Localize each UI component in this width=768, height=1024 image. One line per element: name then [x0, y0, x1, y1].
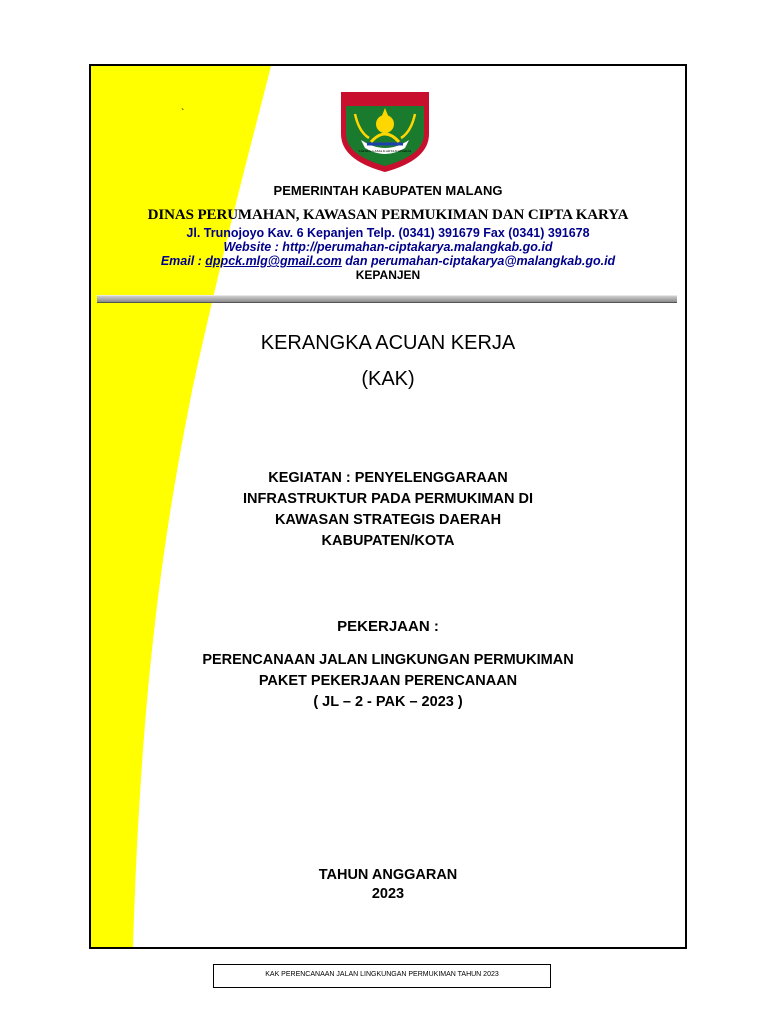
cover-page — [89, 64, 687, 949]
header-divider — [97, 295, 677, 303]
document-subtitle: (KAK) — [361, 368, 415, 390]
logo-banner-text: KABUPATEN MALANG — [349, 86, 421, 93]
work-line: PAKET PEKERJAAN PERENCANAAN — [258, 673, 518, 689]
email-secondary: dan perumahan-ciptakarya@malangkab.go.id — [341, 254, 616, 268]
work-block — [91, 650, 685, 713]
government-name: PEMERINTAH KABUPATEN MALANG — [273, 183, 503, 198]
fiscal-year-label: TAHUN ANGGARAN — [318, 867, 458, 883]
work-label: PEKERJAAN : — [337, 618, 439, 635]
activity-line: KEGIATAN : PENYELENGGARAAN — [268, 470, 508, 486]
page-footer: KAK PERENCANAAN JALAN LINGKUNGAN PERMUKIMAN TAHUN 2023 — [213, 964, 551, 988]
agency-website: Website : http://perumahan-ciptakarya.malangkab.go.id — [223, 240, 553, 254]
activity-block — [91, 468, 685, 552]
fiscal-year-block — [91, 866, 685, 904]
agency-email — [91, 254, 685, 268]
activity-line: KAWASAN STRATEGIS DAERAH — [274, 512, 502, 528]
kabupaten-malang-logo — [337, 84, 433, 174]
work-line: PERENCANAAN JALAN LINGKUNGAN PERMUKIMAN — [202, 652, 574, 668]
agency-town: KEPANJEN — [355, 268, 421, 282]
logo-motto-text: SATATA GAMA KARTA RAHARJA — [358, 149, 412, 153]
work-line: ( JL – 2 - PAK – 2023 ) — [313, 694, 463, 710]
document-title: KERANGKA ACUAN KERJA — [260, 332, 516, 354]
email-label: Email : — [160, 254, 206, 268]
email-primary-link[interactable]: dppck.mlg@gmail.com — [205, 254, 342, 268]
activity-line: KABUPATEN/KOTA — [321, 533, 455, 549]
activity-line: INFRASTRUKTUR PADA PERMUKIMAN DI — [243, 491, 533, 507]
stray-mark: ` — [181, 108, 185, 119]
agency-address: Jl. Trunojoyo Kav. 6 Kepanjen Telp. (0341) 391679 Fax (0341) 391678 — [186, 226, 590, 240]
agency-name: DINAS PERUMAHAN, KAWASAN PERMUKIMAN DAN CIPTA KARYA — [147, 207, 629, 223]
fiscal-year-value: 2023 — [371, 886, 405, 902]
